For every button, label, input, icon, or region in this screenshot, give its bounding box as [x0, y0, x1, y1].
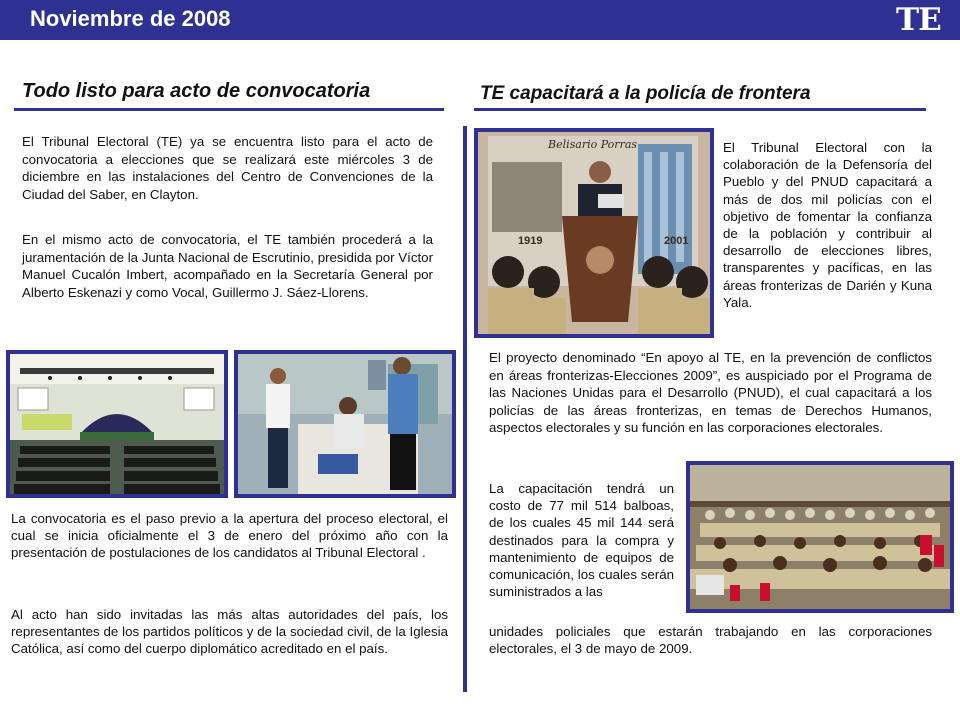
left-headline-rule: [14, 108, 444, 111]
right-article-headline: TE capacitará a la policía de frontera: [480, 83, 811, 104]
police-training-photo: [686, 461, 954, 613]
photo-year-left: 1919: [518, 235, 543, 247]
photo-banner-text: Belisario Porras: [548, 138, 638, 151]
convention-hall-photo: [6, 350, 228, 498]
left-article-headline: Todo listo para acto de convocatoria: [22, 80, 371, 102]
left-paragraph-3: La convocatoria es el paso previo a la apertura del proceso electoral, el cual se inicia oficialmente el 3 de enero del próximo año con la presentación de postulaciones de los candidatos al Tribunal Electoral .: [11, 511, 448, 561]
page-header: [0, 0, 960, 40]
te-logo: TE: [896, 2, 941, 38]
right-paragraph-1: El Tribunal Electoral con la colaboración de la Defensoría del Pueblo y del PNUD capacitará a más de dos mil policías con el objetivo de fomentar la confianza de la población y contribuir al desarrollo de elecciones libres, transparentes y pacíficas, en las áreas fronterizas de Darién y Kuna Yala.: [723, 140, 932, 310]
right-headline-rule: [474, 108, 926, 111]
right-paragraph-4: unidades policiales que estarán trabajando en las corporaciones electorales, el 3 de mayo de 2009.: [489, 624, 932, 657]
right-paragraph-2: El proyecto denominado “En apoyo al TE, en la prevención de conflictos en áreas fronterizas-Elecciones 2009”, es auspiciado por el Programa de las Naciones Unidas para el Desarrollo (PNUD), el cual capacitará a los policías de las áreas fronterizas, en temas de Derechos Humanos, aspectos electorales y su función en las corporaciones electorales.: [489, 350, 932, 436]
issue-date-title: Noviembre de 2008: [30, 6, 231, 31]
signing-photo: [234, 350, 456, 498]
left-paragraph-1: El Tribunal Electoral (TE) ya se encuentra listo para el acto de convocatoria a elecciones que se realizará este miércoles 3 de diciembre en las instalaciones del Centro de Convenciones de la Ciudad del Saber, en Clayton.: [22, 134, 433, 202]
right-paragraph-3: La capacitación tendrá un costo de 77 mil 514 balboas, de los cuales 45 mil 144 será destinados para la compra y mantenimiento de equipos de comunicación, los cuales serán suministrados a las: [489, 481, 674, 600]
photo-year-right: 2001: [664, 235, 689, 247]
column-divider: [463, 126, 467, 692]
left-paragraph-4: Al acto han sido invitadas las más altas autoridades del país, los representantes de los partidos políticos y de la sociedad civil, de la Iglesia Católica, así como del cuerpo diplomático acreditado en el país.: [11, 607, 448, 657]
speaker-podium-photo: [474, 128, 714, 338]
left-paragraph-2: En el mismo acto de convocatoria, el TE también procederá a la juramentación de la Junta Nacional de Escrutinio, presidida por Víctor Manuel Cucalón Imbert, acompañado en la Secretaría General por Alberto Eskenazi y como Vocal, Guillermo J. Sáez-Llorens.: [22, 232, 433, 300]
